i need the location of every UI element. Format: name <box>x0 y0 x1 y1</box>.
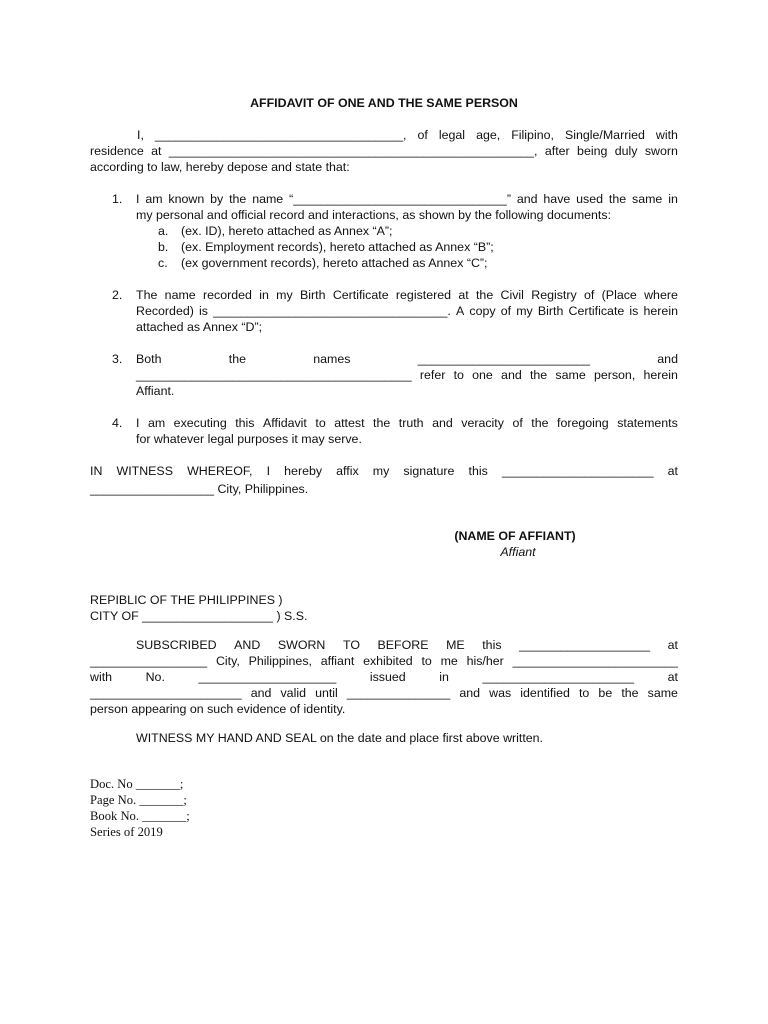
word: Affidavit <box>263 416 307 430</box>
item-4-line-2: for whatever legal purposes it may serve. <box>136 432 362 446</box>
word: signature <box>403 464 455 478</box>
word: foregoing <box>557 416 609 430</box>
word: ____________________________________, <box>154 128 407 142</box>
word: affiant <box>320 654 355 668</box>
word: of <box>512 416 523 430</box>
word: this <box>468 464 488 478</box>
item-4-number: 4. <box>112 416 123 430</box>
word: the <box>229 192 247 206</box>
word: truth <box>398 416 424 430</box>
word: where <box>644 288 678 302</box>
item-1-sub-c-text: (ex government records), hereto attached as Annex “C”; <box>181 256 488 270</box>
word: duly <box>614 144 638 158</box>
word: WITNESS <box>116 464 173 478</box>
word: to <box>421 654 432 668</box>
word: was <box>489 686 512 700</box>
item-2-line-1 <box>136 287 678 303</box>
word: herein <box>643 368 678 382</box>
word: same <box>647 686 678 700</box>
item-4-line-1 <box>136 415 678 431</box>
witness-line-2: __________________ City, Philippines. <box>90 482 309 496</box>
word: legal <box>438 128 466 142</box>
word: identified <box>520 686 570 700</box>
word: AND <box>234 638 261 652</box>
word: _____________________________________________________, <box>168 144 538 158</box>
word: and <box>501 368 522 382</box>
word: ___________________ <box>519 638 651 652</box>
word: No. <box>145 670 165 684</box>
word: at <box>458 288 469 302</box>
notary-series: Series of 2019 <box>90 825 163 839</box>
witness-line-1 <box>90 463 678 479</box>
item-1-line-1 <box>136 191 678 207</box>
word: and <box>516 192 538 206</box>
item-3-line-3: Affiant. <box>136 384 175 398</box>
word: same <box>632 192 663 206</box>
word: Both <box>136 352 162 366</box>
word: _________________ <box>90 654 208 668</box>
intro-line-2 <box>90 143 678 159</box>
word: Civil <box>500 288 524 302</box>
word: the <box>228 352 246 366</box>
word: SUBSCRIBED <box>136 638 217 652</box>
word: issued <box>369 670 406 684</box>
word: Birth <box>537 304 564 318</box>
word: refer <box>419 368 446 382</box>
word: am <box>145 192 163 206</box>
word: exhibited <box>363 654 413 668</box>
word: I <box>136 416 140 430</box>
word: my <box>516 304 533 318</box>
word: (Place <box>601 288 637 302</box>
word: herein <box>643 304 678 318</box>
word: is <box>629 304 639 318</box>
word: of <box>584 288 595 302</box>
word: A <box>455 304 465 318</box>
word: veracity <box>461 416 504 430</box>
jurat-witness-seal: WITNESS MY HAND AND SEAL on the date and place first above written. <box>136 731 544 745</box>
word: the <box>373 416 391 430</box>
item-1-line-2: my personal and official record and interactions, as shown by the following documents: <box>136 208 612 222</box>
word: ________________________________________ <box>136 368 412 382</box>
word: in <box>259 288 269 302</box>
word: I <box>136 192 140 206</box>
word: of <box>417 128 428 142</box>
word: name <box>252 192 284 206</box>
item-2-line-3: attached as Annex “D”; <box>136 320 263 334</box>
word: registered <box>395 288 452 302</box>
word: am <box>147 416 166 430</box>
word: have <box>543 192 571 206</box>
word: “_______________________________” <box>289 192 511 206</box>
word: recorded <box>202 288 252 302</box>
word: is <box>199 304 208 318</box>
jurat-line-3 <box>90 669 678 685</box>
item-1-sub-b-letter: b. <box>158 240 169 254</box>
item-3-line-1 <box>136 351 678 367</box>
word: ME <box>446 638 465 652</box>
word: in <box>668 192 678 206</box>
word: The <box>136 288 158 302</box>
word: ______________________ <box>482 670 635 684</box>
word: __________________________________. <box>213 304 451 318</box>
word: IN <box>90 464 103 478</box>
word: Recorded) <box>136 304 194 318</box>
word: age, <box>476 128 501 142</box>
item-1-sub-a-text: (ex. ID), hereto attached as Annex “A”; <box>181 224 393 238</box>
item-1-number: 1. <box>112 192 123 206</box>
word: and <box>459 686 481 700</box>
intro-line-1 <box>137 127 678 143</box>
jurat-city: CITY OF ___________________ ) S.S. <box>90 609 308 623</box>
word: residence <box>90 144 144 158</box>
word: ____________________ <box>198 670 337 684</box>
word: known <box>168 192 205 206</box>
word: one <box>472 368 493 382</box>
intro-line-3: according to law, hereby depose and state that: <box>90 160 350 174</box>
word: TO <box>342 638 360 652</box>
jurat-line-4 <box>90 685 678 701</box>
word: this <box>482 638 502 652</box>
word: names <box>313 352 351 366</box>
notary-doc-no: Doc. No _______; <box>90 777 184 791</box>
word: be <box>598 686 613 700</box>
word: I, <box>137 128 144 142</box>
word: me <box>440 654 458 668</box>
word: copy <box>469 304 496 318</box>
word: Birth <box>300 288 326 302</box>
word: same <box>555 368 586 382</box>
word: name <box>164 288 196 302</box>
word: his/her <box>466 654 504 668</box>
word: ______________________ <box>501 464 654 478</box>
word: to <box>315 416 326 430</box>
word: sworn <box>644 144 678 158</box>
word: valid <box>280 686 306 700</box>
notary-book-no: Book No. _______; <box>90 809 190 823</box>
word: Certificate <box>568 304 625 318</box>
word: SWORN <box>277 638 326 652</box>
item-3-line-2 <box>136 367 678 383</box>
word: and <box>657 352 678 366</box>
word: my <box>372 464 390 478</box>
word: Filipino, <box>511 128 554 142</box>
word: to <box>453 368 464 382</box>
word: I <box>266 464 271 478</box>
word: at <box>151 144 162 158</box>
word: and <box>432 416 453 430</box>
word: after <box>544 144 570 158</box>
word: my <box>276 288 293 302</box>
word: at <box>667 464 678 478</box>
item-3-number: 3. <box>112 352 123 366</box>
word: Philippines, <box>248 654 312 668</box>
jurat-line-2 <box>90 653 678 669</box>
word: of <box>500 304 512 318</box>
item-1-sub-c-letter: c. <box>158 256 168 270</box>
word: City, <box>215 654 240 668</box>
word: the <box>531 416 549 430</box>
jurat-republic: REPIBLIC OF THE PHILIPPINES ) <box>90 593 283 607</box>
word: with <box>90 670 113 684</box>
word: with <box>655 128 678 142</box>
word: _______________ <box>346 686 451 700</box>
affiant-label: Affiant <box>500 545 536 559</box>
word: person, <box>593 368 636 382</box>
word: to <box>578 686 590 700</box>
word: the <box>621 686 639 700</box>
item-2-line-2 <box>136 303 678 319</box>
word: affix <box>336 464 359 478</box>
word: at <box>667 638 678 652</box>
word: used <box>576 192 604 206</box>
document-title: AFFIDAVIT OF ONE AND THE SAME PERSON <box>250 96 518 110</box>
word: at <box>667 670 678 684</box>
word: this <box>235 416 255 430</box>
word: attest <box>334 416 365 430</box>
word: until <box>315 686 338 700</box>
word: BEFORE <box>377 638 429 652</box>
word: and <box>250 686 272 700</box>
word: ______________________ <box>90 686 242 700</box>
item-1-sub-a-letter: a. <box>158 224 169 238</box>
word: hereby <box>284 464 323 478</box>
notary-page-no: Page No. _______; <box>90 793 187 807</box>
word: ________________________ <box>512 654 678 668</box>
item-1-sub-b-text: (ex. Employment records), hereto attached as Annex “B”; <box>181 240 494 254</box>
word: _________________________ <box>417 352 591 366</box>
word: in <box>439 670 449 684</box>
word: Single/Married <box>564 128 645 142</box>
word: the <box>475 288 494 302</box>
word: Certificate <box>332 288 389 302</box>
word: the <box>608 192 627 206</box>
jurat-line-1 <box>136 637 678 653</box>
word: statements <box>617 416 678 430</box>
jurat-line-5: person appearing on such evidence of identity. <box>90 702 346 716</box>
word: being <box>577 144 608 158</box>
word: WHEREOF, <box>187 464 253 478</box>
word: the <box>529 368 548 382</box>
word: by <box>210 192 224 206</box>
item-2-number: 2. <box>112 288 123 302</box>
affiant-name: (NAME OF AFFIANT) <box>454 529 576 543</box>
word: Registry <box>531 288 577 302</box>
word: executing <box>173 416 227 430</box>
